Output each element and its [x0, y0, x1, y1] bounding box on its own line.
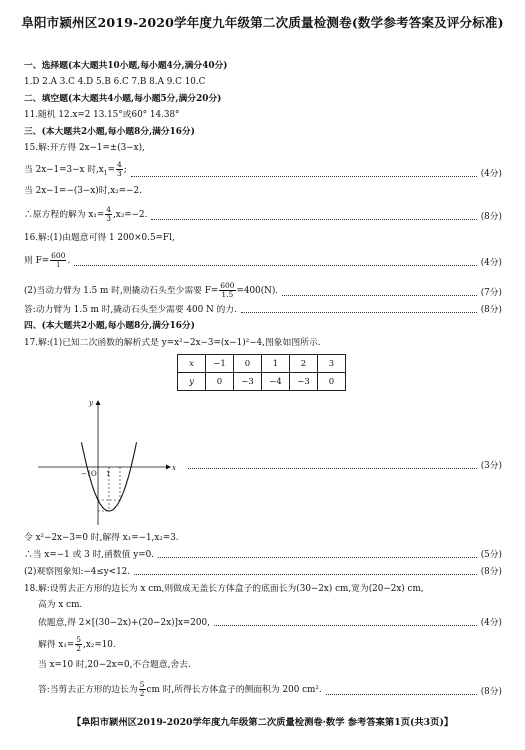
table-row [178, 355, 346, 373]
section-1-answers: 1.D 2.A 3.C 4.D 5.B 6.C 7.B 8.A 9.C 10.C [24, 77, 206, 87]
q16-line-2 [24, 252, 502, 269]
table-cell: 3 [318, 355, 346, 373]
section-2-answers: 11.随机 12.x=2 13.15°或60° 14.38° [24, 110, 180, 120]
q15-line-3: 当 2x−1=−(3−x)时,x₂=−2. [24, 186, 142, 196]
y-axis-arrow [96, 400, 101, 405]
q16-line-3-text: (2)当动力臂为 1.5 m 时,则撬动石头至少需要 F= $\frac{600}{1.5}$ =400(N). [24, 282, 279, 299]
dot-leader [158, 557, 477, 558]
dot-leader [134, 574, 477, 575]
dot-leader [214, 625, 477, 626]
table-row [178, 373, 346, 391]
q18-line-6 [38, 681, 502, 698]
dot-leader [282, 295, 477, 296]
score-label: (4分) [480, 618, 502, 628]
score-label: (5分) [480, 550, 502, 560]
q17-graph-score-line [24, 460, 502, 472]
q18-line-6-text: 答:当剪去正方形的边长为 $\frac{5}{2}$ cm 时,所得长方体盒子的侧面积为 200 cm². [38, 681, 322, 698]
q18-line-4: 解得 x₁= $\frac{5}{2}$ ,x₂=10. [38, 636, 116, 653]
score-label: (8分) [480, 305, 502, 315]
y-axis-label: y [89, 399, 93, 407]
table-header-x: x [178, 355, 206, 373]
fraction: $\frac{4}{3}$ [106, 206, 112, 223]
q15-line-2 [24, 161, 502, 180]
q15-line-1: 15.解:开方得 2x−1=±(3−x), [24, 143, 145, 153]
fraction: $\frac{600}{l}$ [51, 252, 66, 269]
q16-line-3 [24, 282, 502, 299]
q18-line-5: 当 x=10 时,20−2x=0,不合题意,舍去. [38, 660, 191, 670]
q16-line-4-text: 答:动力臂为 1.5 m 时,撬动石头至少需要 400 N 的力. [24, 305, 237, 315]
table-cell: 0 [234, 355, 262, 373]
table-cell: 0 [318, 373, 346, 391]
score-label: (7分) [480, 288, 502, 298]
q15-line-2-text: 当 2x−1=3−x 时$,x_1=$ $\frac{4}{3}$ ; [24, 161, 127, 178]
dot-leader [188, 468, 477, 469]
tick-label: 1 [106, 470, 111, 478]
dot-leader [131, 176, 477, 177]
q18-line-3-text: 依题意,得 2×[(30−2x)+(20−2x)]x=200, [38, 618, 210, 628]
section-1-heading: 一、选择题(本大题共10小题,每小题4分,满分40分) [24, 61, 228, 71]
fraction: $\frac{5}{2}$ [76, 636, 82, 653]
dot-leader [74, 265, 477, 266]
q17-line-4 [24, 566, 502, 578]
table-cell: 0 [206, 373, 234, 391]
tick-label: −1 [81, 470, 92, 478]
section-3-heading: 三、(本大题共2小题,每小题8分,满分16分) [24, 127, 195, 137]
q16-line-2-text: 则 F= $\frac{600}{l}$ . [24, 252, 71, 269]
q18-line-1: 18.解:设剪去正方形的边长为 x cm,则做成无盖长方体盒子的底面长为(30−2x) cm,宽为(20−2x) cm, [24, 584, 424, 594]
table-cell: −3 [290, 373, 318, 391]
score-label: (8分) [480, 687, 502, 697]
score-label: (3分) [480, 461, 502, 471]
q17-line-4-text: (2)观察图象知:−4≤y<12. [24, 567, 131, 577]
section-4-heading: 四、(本大题共2小题,每小题8分,满分16分) [24, 321, 195, 331]
origin-label: O [91, 470, 97, 478]
score-label: (4分) [480, 258, 502, 268]
fraction: $\frac{5}{2}$ [139, 681, 145, 698]
table-cell: −3 [234, 373, 262, 391]
table-cell: 2 [290, 355, 318, 373]
score-label: (4分) [480, 168, 502, 179]
q17-line-3 [24, 549, 502, 561]
section-2-heading: 二、填空题(本大题共4小题,每小题5分,满分20分) [24, 94, 222, 104]
q18-line-2: 高为 x cm. [38, 600, 83, 610]
table-header-y: y [178, 373, 206, 391]
table-cell: 1 [262, 355, 290, 373]
fraction: $\frac{600}{1.5}$ [220, 282, 235, 299]
x-axis-label: x [172, 464, 176, 472]
q17-line-3-text: ∴当 x=−1 或 3 时,函数值 y=0. [24, 550, 154, 560]
q15-line-4-text: ∴原方程的解为 x₁= $\frac{4}{3}$ ,x₂=−2. [24, 206, 148, 223]
table-cell: −4 [262, 373, 290, 391]
score-label: (8分) [480, 567, 502, 577]
q18-line-3 [38, 617, 502, 629]
dot-leader [241, 312, 477, 313]
q16-line-4 [24, 304, 502, 316]
page-footer: 【阜阳市颍州区2019-2020学年度九年级第二次质量检测卷·数学 参考答案第1页(共3页)】 [71, 717, 454, 728]
fraction: $\frac{4}{3}$ [116, 161, 122, 178]
q16-line-1: 16.解:(1)由题意可得 1 200×0.5=Fl, [24, 233, 175, 243]
table-cell: −1 [206, 355, 234, 373]
page-title: 阜阳市颍州区2019-2020学年度九年级第二次质量检测卷(数学参考答案及评分标准) [21, 15, 504, 30]
q17-line-2: 令 x²−2x−3=0 时,解得 x₁=−1,x₂=3. [24, 533, 179, 543]
q15-line-4 [24, 206, 502, 223]
score-label: (8分) [480, 212, 502, 222]
dot-leader [151, 219, 476, 220]
value-table [177, 354, 346, 391]
dot-leader [326, 694, 477, 695]
q17-line-1: 17.解:(1)已知二次函数的解析式是 y=x²−2x−3=(x−1)²−4,图象如图所示. [24, 338, 321, 348]
